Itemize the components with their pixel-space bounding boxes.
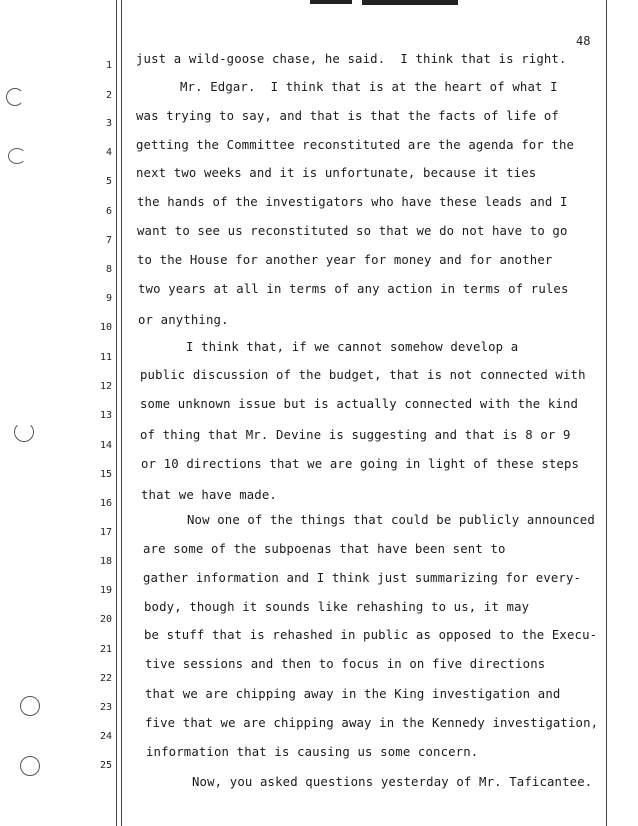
line-number: 5	[105, 176, 112, 187]
punch-hole	[14, 422, 34, 442]
line-number: 13	[99, 410, 112, 421]
transcript-line: Mr. Edgar. I think that is at the heart of what I	[180, 80, 558, 94]
line-number: 2	[105, 90, 112, 101]
transcript-line: was trying to say, and that is that the facts of life of	[136, 109, 559, 123]
right-margin-rule	[606, 0, 607, 826]
line-number: 23	[99, 702, 112, 713]
transcript-line: I think that, if we cannot somehow develop a	[186, 340, 519, 354]
line-number: 22	[99, 673, 112, 684]
transcript-line: Now one of the things that could be publicly announced	[187, 513, 595, 527]
line-number: 1	[105, 60, 112, 71]
transcript-line: tive sessions and then to focus in on five directions	[145, 657, 546, 671]
line-number: 6	[105, 206, 112, 217]
line-number: 18	[99, 556, 112, 567]
page-number: 48	[576, 34, 591, 48]
line-number: 14	[99, 440, 112, 451]
transcript-line: just a wild-goose chase, he said. I think that is right.	[136, 52, 567, 66]
transcript-line: the hands of the investigators who have these leads and I	[137, 195, 568, 209]
punch-hole	[8, 148, 26, 164]
transcript-line: five that we are chipping away in the Kennedy investigation,	[145, 716, 599, 730]
punch-hole	[20, 696, 40, 716]
line-number: 24	[99, 731, 112, 742]
top-mark-bar	[310, 0, 352, 4]
line-number: 11	[99, 352, 112, 363]
top-mark-bar	[362, 0, 458, 5]
transcript-line: getting the Committee reconstituted are the agenda for the	[136, 138, 575, 152]
line-number: 21	[99, 644, 112, 655]
transcript-line: information that is causing us some concern.	[146, 745, 479, 759]
top-scan-mark	[310, 0, 460, 6]
transcript-line: two years at all in terms of any action in terms of rules	[138, 282, 569, 296]
line-number: 25	[99, 760, 112, 771]
transcript-line: or anything.	[138, 313, 229, 327]
transcript-line: some unknown issue but is actually connected with the kind	[140, 397, 579, 411]
transcript-line: public discussion of the budget, that is not connected with	[140, 368, 586, 382]
line-number: 10	[99, 322, 112, 333]
transcript-line: that we have made.	[141, 488, 277, 502]
punch-hole	[6, 88, 24, 106]
transcript-line: Now, you asked questions yesterday of Mr. Taficantee.	[192, 775, 593, 789]
line-number: 3	[105, 118, 112, 129]
transcript-line: next two weeks and it is unfortunate, because it ties	[136, 166, 537, 180]
transcript-line: are some of the subpoenas that have been sent to	[143, 542, 506, 556]
transcript-line: body, though it sounds like rehashing to us, it may	[144, 600, 530, 614]
line-number: 8	[105, 264, 112, 275]
line-number: 20	[99, 614, 112, 625]
line-number: 9	[105, 293, 112, 304]
transcript-line: that we are chipping away in the King investigation and	[145, 687, 561, 701]
transcript-line: or 10 directions that we are going in light of these steps	[141, 457, 580, 471]
line-number: 17	[99, 527, 112, 538]
transcript-line: gather information and I think just summarizing for every-	[143, 571, 582, 585]
transcript-line: of thing that Mr. Devine is suggesting and that is 8 or 9	[140, 428, 571, 442]
transcript-line: be stuff that is rehashed in public as opposed to the Execu-	[144, 628, 598, 642]
line-number: 7	[105, 235, 112, 246]
line-number: 12	[99, 381, 112, 392]
transcript-line: to the House for another year for money and for another	[137, 253, 553, 267]
punch-hole	[20, 756, 40, 776]
line-number: 15	[99, 469, 112, 480]
line-number: 19	[99, 585, 112, 596]
left-margin-rule	[116, 0, 122, 826]
transcript-line: want to see us reconstituted so that we do not have to go	[137, 224, 568, 238]
line-number: 4	[105, 147, 112, 158]
line-number: 16	[99, 498, 112, 509]
